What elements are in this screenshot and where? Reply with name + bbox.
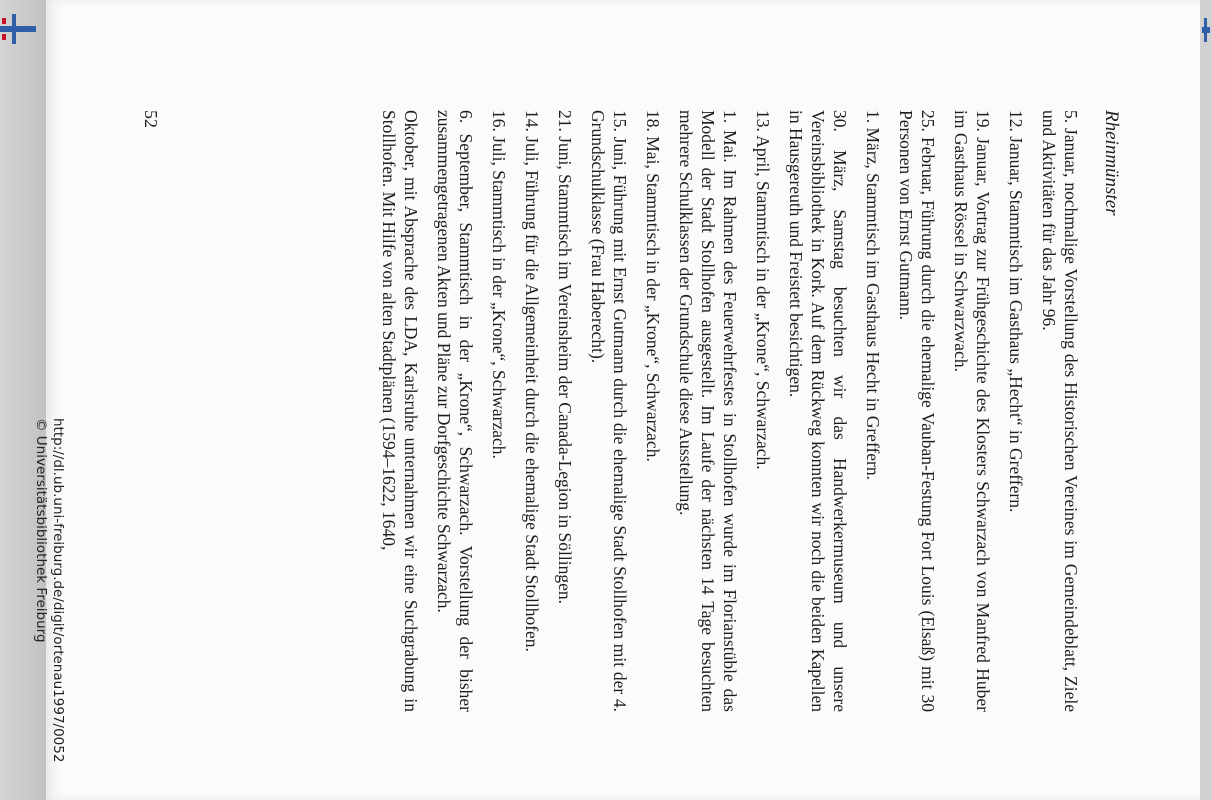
entry-11: 21. Juni, Stammtisch im Vereinsheim der Canada-Legion in Söllingen. <box>555 110 575 604</box>
entry-5: 1. März, Stammtisch im Gasthaus Hecht in Greffern. <box>863 110 883 481</box>
library-logo-partial-icon <box>1200 18 1210 42</box>
entry-2: 12. Januar, Stammtisch im Gasthaus „Hecht“ in Greffern. <box>1006 110 1026 513</box>
scanned-page <box>33 0 1200 800</box>
entry-15: Oktober, mit Absprache des LDA, Karlsruhe unternahmen wir eine Suchgrabung in Stollhofen. Mit Hilfe von alten Stadtplänen (1594–1622, 1640, <box>379 110 421 712</box>
entry-7: 13. April, Stammtisch in der „Krone“, Schwarzach. <box>753 110 773 470</box>
entry-12: 14. Juli, Führung für die Allgemeinheit durch die ehemalige Stadt Stollhofen. <box>522 110 542 652</box>
right-margin-strip <box>1200 0 1212 800</box>
copyright-notice: © Universitätsbibliothek Freiburg <box>33 418 49 643</box>
entry-3: 19. Januar, Vortrag zur Frühgeschichte des Klosters Schwarzach von Manfred Huber im Gasthaus Rössel in Schwarzwach. <box>951 110 993 712</box>
entry-6: 30. März, Samstag besuchten wir das Handwerkermuseum und unsere Vereinsbibliothek in Kork. Auf dem Rückweg konnten wir noch die beiden Kapellen in Hausgereuth und Freistett besichtigen. <box>786 110 850 712</box>
page-number: 52 <box>141 110 161 128</box>
entry-10: 15. Juni, Führung mit Ernst Gutmann durch die ehemalige Stadt Stollhofen mit der 4. Grundschulklasse (Frau Haberecht). <box>588 110 630 712</box>
entry-4: 25. Februar, Führung durch die ehemalige Vauban-Festung Fort Louis (Elsaß) mit 30 Personen von Ernst Gutmann. <box>896 110 938 712</box>
source-url[interactable]: http://dl.ub.uni-freiburg.de/digit/ortenau1997/0052 <box>50 418 66 763</box>
rotated-page-content <box>33 0 1200 800</box>
entry-14: 6. September, Stammtisch in der „Krone“, Schwarzach. Vorstellung der bisher zusammengetragenen Akten und Pläne zur Dorfgeschichte Schwarzach. <box>434 110 476 712</box>
library-logo-icon <box>0 14 40 44</box>
running-head: Rheinmünster <box>1101 110 1122 216</box>
entry-8: 1. Mai. Im Rahmen des Feuerwehrfestes in Stollhofen wurde im Florianstüble das Modell der Stadt Stollhofen ausgestellt. Im Laufe der nächsten 14 Tage besuchten mehrere Schulklassen der Grundschule diese Ausstellung. <box>676 110 740 712</box>
chronicle-entries <box>367 110 1082 712</box>
entry-1: 5. Januar, nochmalige Vorstellung des Historischen Vereines im Gemeindeblatt, Ziele und Aktivitäten für das Jahr 96. <box>1039 110 1081 712</box>
entry-9: 18. Mai, Stammtisch in der „Krone“, Schwarzach. <box>643 110 663 462</box>
entry-13: 16. Juli, Stammtisch in der „Krone“, Schwarzach. <box>489 110 509 459</box>
